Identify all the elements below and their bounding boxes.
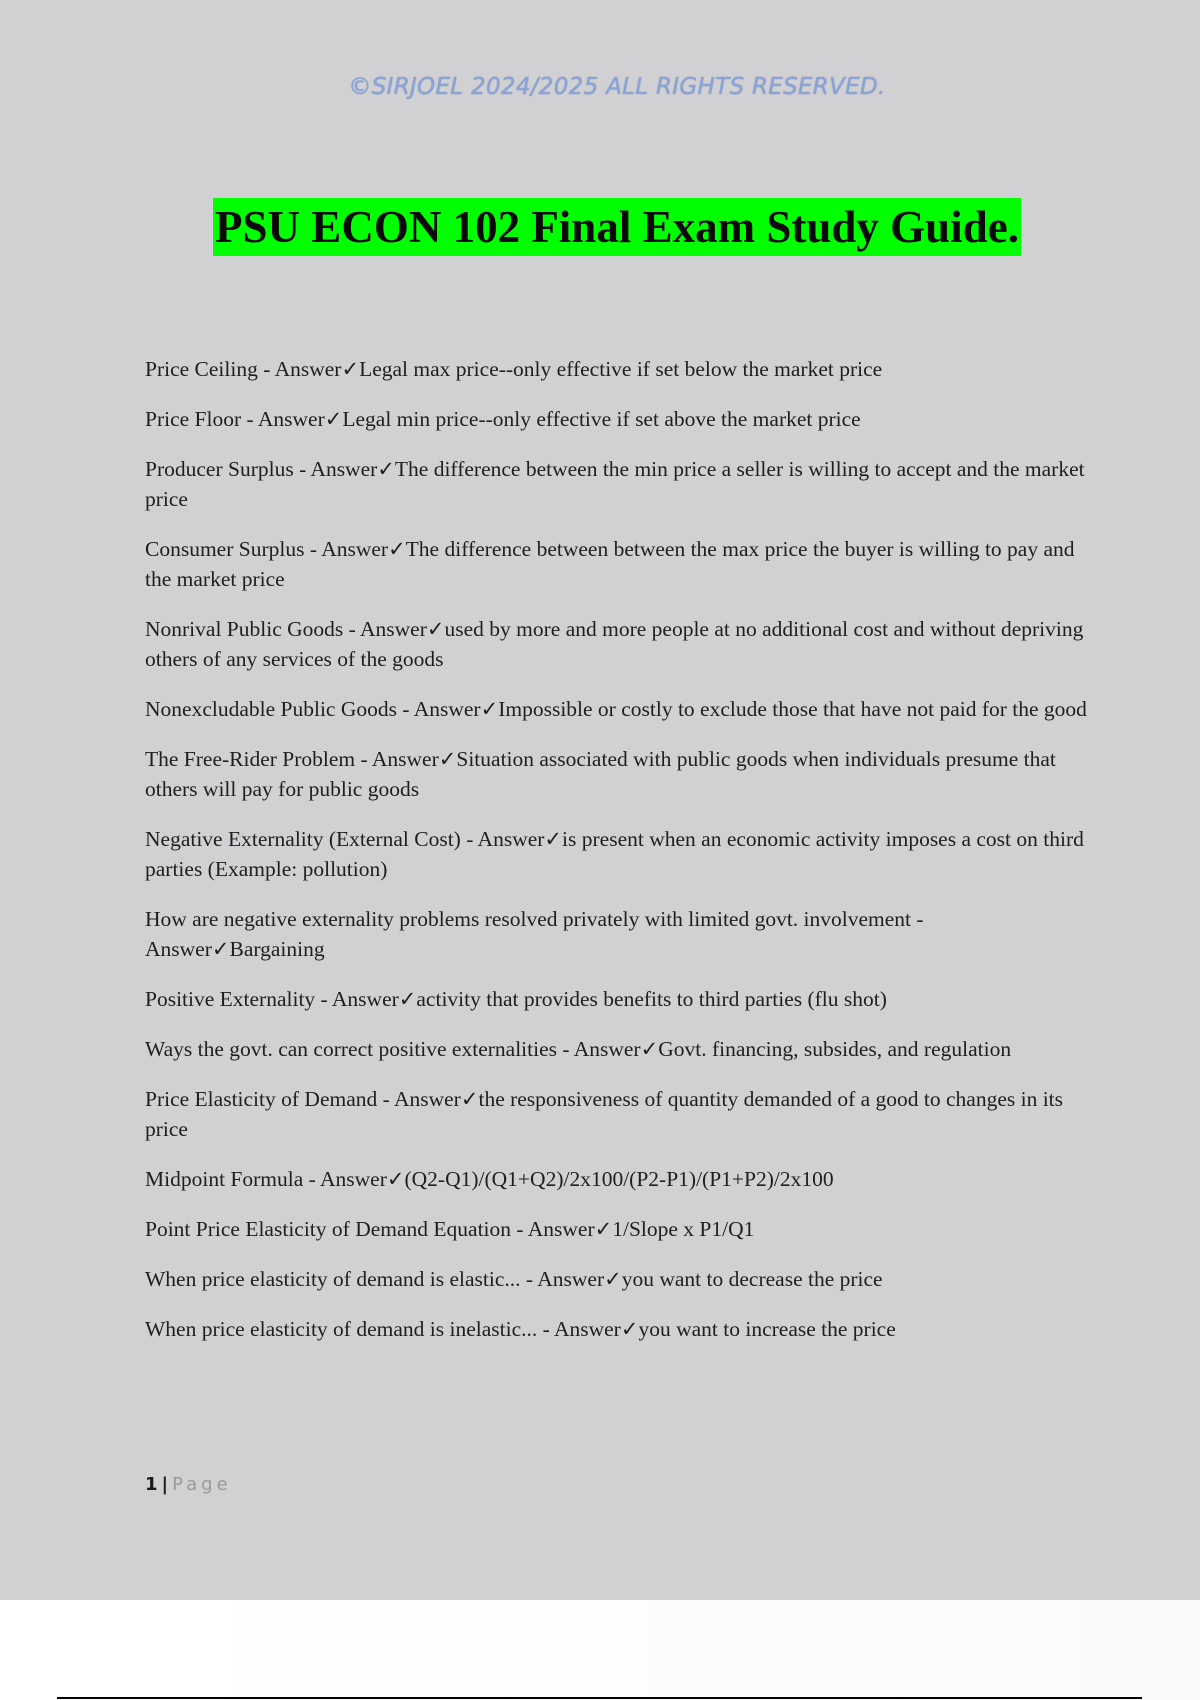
copyright-notice: ©SIRJOEL 2024/2025 ALL RIGHTS RESERVED. — [348, 74, 886, 100]
entry-answer: The difference between the min price a seller is willing to accept and the market price — [145, 457, 1085, 511]
entry-answer: you want to increase the price — [638, 1317, 896, 1341]
study-entry — [145, 904, 1090, 964]
study-entry — [145, 1264, 1090, 1294]
checkmark-icon: ✓ — [398, 987, 417, 1011]
entry-answer: Legal min price--only effective if set above the market price — [342, 407, 861, 431]
entry-term: Price Floor - Answer — [145, 407, 325, 431]
checkmark-icon: ✓ — [620, 1317, 639, 1341]
entry-term: Consumer Surplus - Answer — [145, 537, 389, 561]
study-entry — [145, 404, 1090, 434]
checkmark-icon: ✓ — [211, 937, 230, 961]
entry-term: Nonexcludable Public Goods - Answer — [145, 697, 481, 721]
study-entry — [145, 694, 1090, 724]
entry-term: Positive Externality - Answer — [145, 987, 399, 1011]
entry-answer: you want to decrease the price — [621, 1267, 883, 1291]
checkmark-icon: ✓ — [604, 1267, 622, 1291]
page-separator: | — [161, 1474, 169, 1495]
entry-answer: is present when an economic activity imposes a cost on third parties (Example: pollution) — [145, 827, 1084, 881]
checkmark-icon: ✓ — [640, 1037, 659, 1061]
document-title: PSU ECON 102 Final Exam Study Guide. — [213, 198, 1021, 256]
title-block — [0, 198, 1200, 256]
entry-answer: Legal max price--only effective if set below the market price — [359, 357, 883, 381]
entry-answer: used by more and more people at no additional cost and without depriving others of any services of the goods — [145, 617, 1084, 671]
entry-answer: Govt. financing, subsides, and regulation — [658, 1037, 1012, 1061]
study-entry — [145, 1164, 1090, 1194]
checkmark-icon: ✓ — [480, 697, 499, 721]
entry-term: Negative Externality (External Cost) - Answer — [145, 827, 545, 851]
entry-answer: 1/Slope x P1/Q1 — [612, 1217, 755, 1241]
entry-term: Producer Surplus - Answer — [145, 457, 378, 481]
page-number — [145, 1474, 232, 1495]
page-gap — [160, 1600, 1200, 1700]
entry-answer: Impossible or costly to exclude those that have not paid for the good — [498, 697, 1087, 721]
entry-term: Point Price Elasticity of Demand Equation - Answer — [145, 1217, 595, 1241]
entry-term: Midpoint Formula - Answer — [145, 1167, 387, 1191]
study-entry — [145, 824, 1090, 884]
entry-answer: activity that provides benefits to third parties (flu shot) — [416, 987, 887, 1011]
study-entry — [145, 614, 1090, 674]
entry-term: Price Ceiling - Answer — [145, 357, 342, 381]
entry-term: How are negative externality problems resolved privately with limited govt. involvement - Answer — [145, 907, 924, 961]
study-entry — [145, 1034, 1090, 1064]
study-entry — [145, 1214, 1090, 1244]
study-entries-list — [145, 354, 1090, 1364]
entry-answer: Situation associated with public goods when individuals presume that others will pay for public goods — [145, 747, 1056, 801]
checkmark-icon: ✓ — [544, 827, 563, 851]
entry-answer: The difference between between the max price the buyer is willing to pay and the market price — [145, 537, 1075, 591]
checkmark-icon: ✓ — [438, 747, 457, 771]
study-entry — [145, 744, 1090, 804]
entry-term: Ways the govt. can correct positive externalities - Answer — [145, 1037, 641, 1061]
next-page-top-rule — [57, 1697, 1142, 1699]
entry-term: Price Elasticity of Demand - Answer — [145, 1087, 461, 1111]
entry-answer: the responsiveness of quantity demanded of a good to changes in its price — [145, 1087, 1064, 1141]
checkmark-icon: ✓ — [388, 537, 406, 561]
checkmark-icon: ✓ — [324, 407, 343, 431]
checkmark-icon: ✓ — [377, 457, 395, 481]
checkmark-icon: ✓ — [386, 1167, 405, 1191]
checkmark-icon: ✓ — [341, 357, 360, 381]
entry-answer: Bargaining — [229, 937, 325, 961]
entry-term: The Free-Rider Problem - Answer — [145, 747, 439, 771]
entry-term: When price elasticity of demand is inelastic... - Answer — [145, 1317, 621, 1341]
study-entry — [145, 984, 1090, 1014]
entry-term: When price elasticity of demand is elastic... - Answer — [145, 1267, 605, 1291]
page-label: Page — [172, 1474, 232, 1495]
study-entry — [145, 1314, 1090, 1344]
checkmark-icon: ✓ — [594, 1217, 613, 1241]
study-entry — [145, 534, 1090, 594]
study-entry — [145, 454, 1090, 514]
checkmark-icon: ✓ — [426, 617, 445, 641]
study-entry — [145, 1084, 1090, 1144]
checkmark-icon: ✓ — [460, 1087, 479, 1111]
entry-term: Nonrival Public Goods - Answer — [145, 617, 427, 641]
entry-answer: (Q2-Q1)/(Q1+Q2)/2x100/(P2-P1)/(P1+P2)/2x100 — [404, 1167, 834, 1191]
page-number-value: 1 — [145, 1474, 158, 1495]
study-entry — [145, 354, 1090, 384]
